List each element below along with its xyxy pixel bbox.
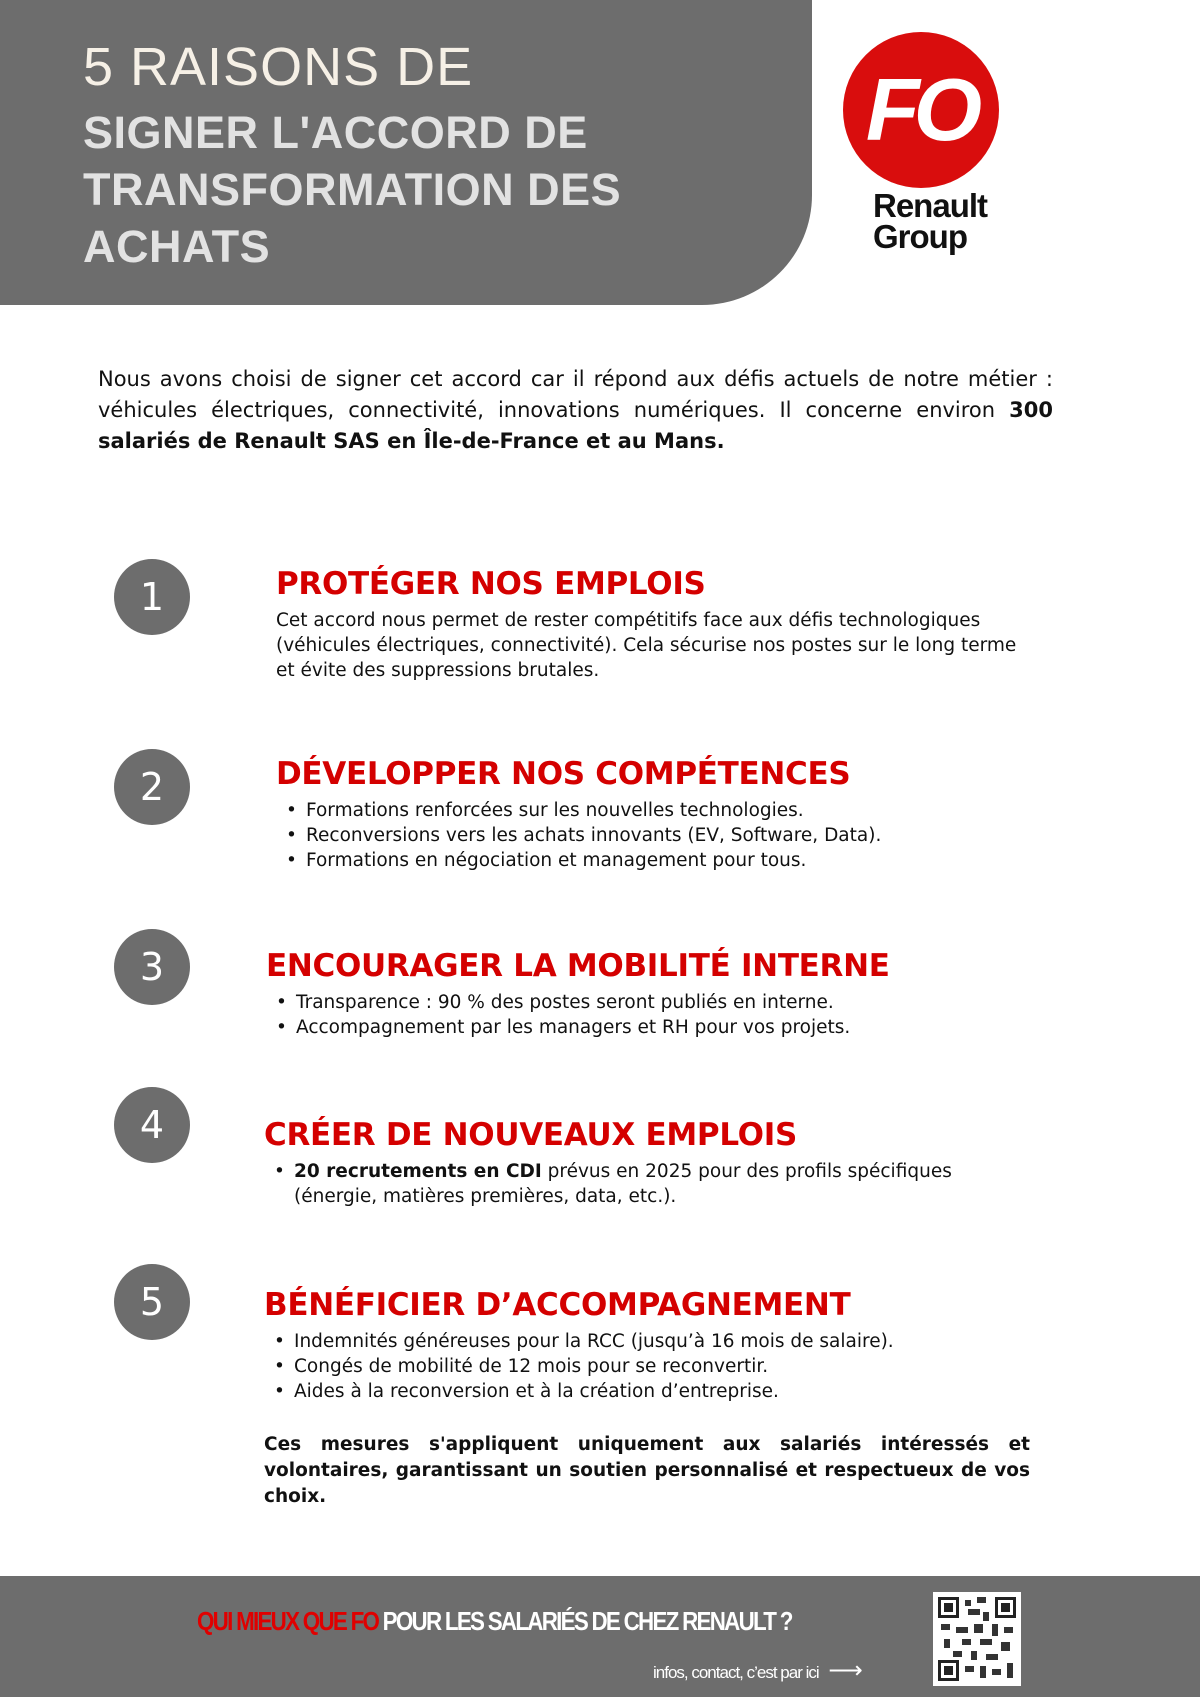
title-line-2: SIGNER L'ACCORD DE [83,107,588,158]
footer-banner [0,1576,1200,1697]
logo-line-2: Group [873,218,967,255]
footer-slogan [197,1606,792,1637]
logo-line-1: Renault [873,187,988,224]
header-banner [0,0,812,305]
logo-mark: FO [865,60,977,159]
qr-code-icon[interactable] [933,1592,1021,1686]
intro-bold: 300 salariés de Renault SAS en Île-de-France et au Mans. [98,398,1053,453]
number-badge-3: 3 [114,929,190,1005]
list-item: • Transparence : 90 % des postes seront publiés en interne. [266,990,1026,1015]
fo-logo [843,32,999,188]
slogan-white: POUR LES SALARIÉS DE CHEZ RENAULT ? [378,1606,792,1636]
list-item [264,1159,1034,1209]
title-line-3: TRANSFORMATION DES [83,164,622,215]
arrow-right-icon: ⟶ [828,1657,862,1684]
list-item: • Accompagnement par les managers et RH pour vos projets. [266,1015,1026,1040]
list-item: • Indemnités généreuses pour la RCC (jusqu’à 16 mois de salaire). [264,1329,1034,1354]
list-item: • Formations en négociation et management pour tous. [276,848,1036,873]
title-line-1: 5 RAISONS DE [83,37,474,97]
section-3 [266,948,1026,1040]
number-badge-5: 5 [114,1264,190,1340]
intro-text: Nous avons choisi de signer cet accord car il répond aux défis actuels de notre métier : véhicules électriques, connectivité, innovations numériques. Il concerne environ [98,367,1053,422]
section-title: BÉNÉFICIER D’ACCOMPAGNEMENT [264,1287,851,1323]
infos-text: infos, contact, c’est par ici [653,1663,819,1682]
slogan-red: QUI MIEUX QUE FO [197,1606,379,1636]
section-title: ENCOURAGER LA MOBILITÉ INTERNE [266,948,890,984]
list-item: • Formations renforcées sur les nouvelles technologies. [276,798,1036,823]
section-text: Cet accord nous permet de rester compétitifs face aux défis technologiques (véhicules électriques, connectivité). Cela sécurise nos postes sur le long terme et évite des suppressions brutales. [276,610,1017,681]
number-badge-1: 1 [114,559,190,635]
section-5 [264,1287,1034,1404]
title-line-4: ACHATS [83,221,271,272]
list-item: • Congés de mobilité de 12 mois pour se reconvertir. [264,1354,1034,1379]
footer-infos [653,1656,862,1685]
closing-note: Ces mesures s'appliquent uniquement aux salariés intéressés et volontaires, garantissant un soutien personnalisé et respectueux de vos choix. [264,1434,1030,1507]
section-2 [276,756,1036,873]
item-bold: 20 recrutements en CDI [294,1161,542,1182]
section-1 [276,566,1036,683]
renault-group-logo [873,187,988,255]
section-title: CRÉER DE NOUVEAUX EMPLOIS [264,1117,797,1153]
section-4 [264,1117,1034,1209]
intro-paragraph [98,364,1053,457]
list-item: • Aides à la reconversion et à la création d’entreprise. [264,1379,1034,1404]
list-item: • Reconversions vers les achats innovants (EV, Software, Data). [276,823,1036,848]
number-badge-2: 2 [114,749,190,825]
section-title: DÉVELOPPER NOS COMPÉTENCES [276,756,851,792]
item-text: prévus en 2025 pour des profils spécifiques (énergie, matières premières, data, etc.). [294,1161,952,1207]
title-main [83,104,621,275]
section-title: PROTÉGER NOS EMPLOIS [276,566,706,602]
number-badge-4: 4 [114,1087,190,1163]
